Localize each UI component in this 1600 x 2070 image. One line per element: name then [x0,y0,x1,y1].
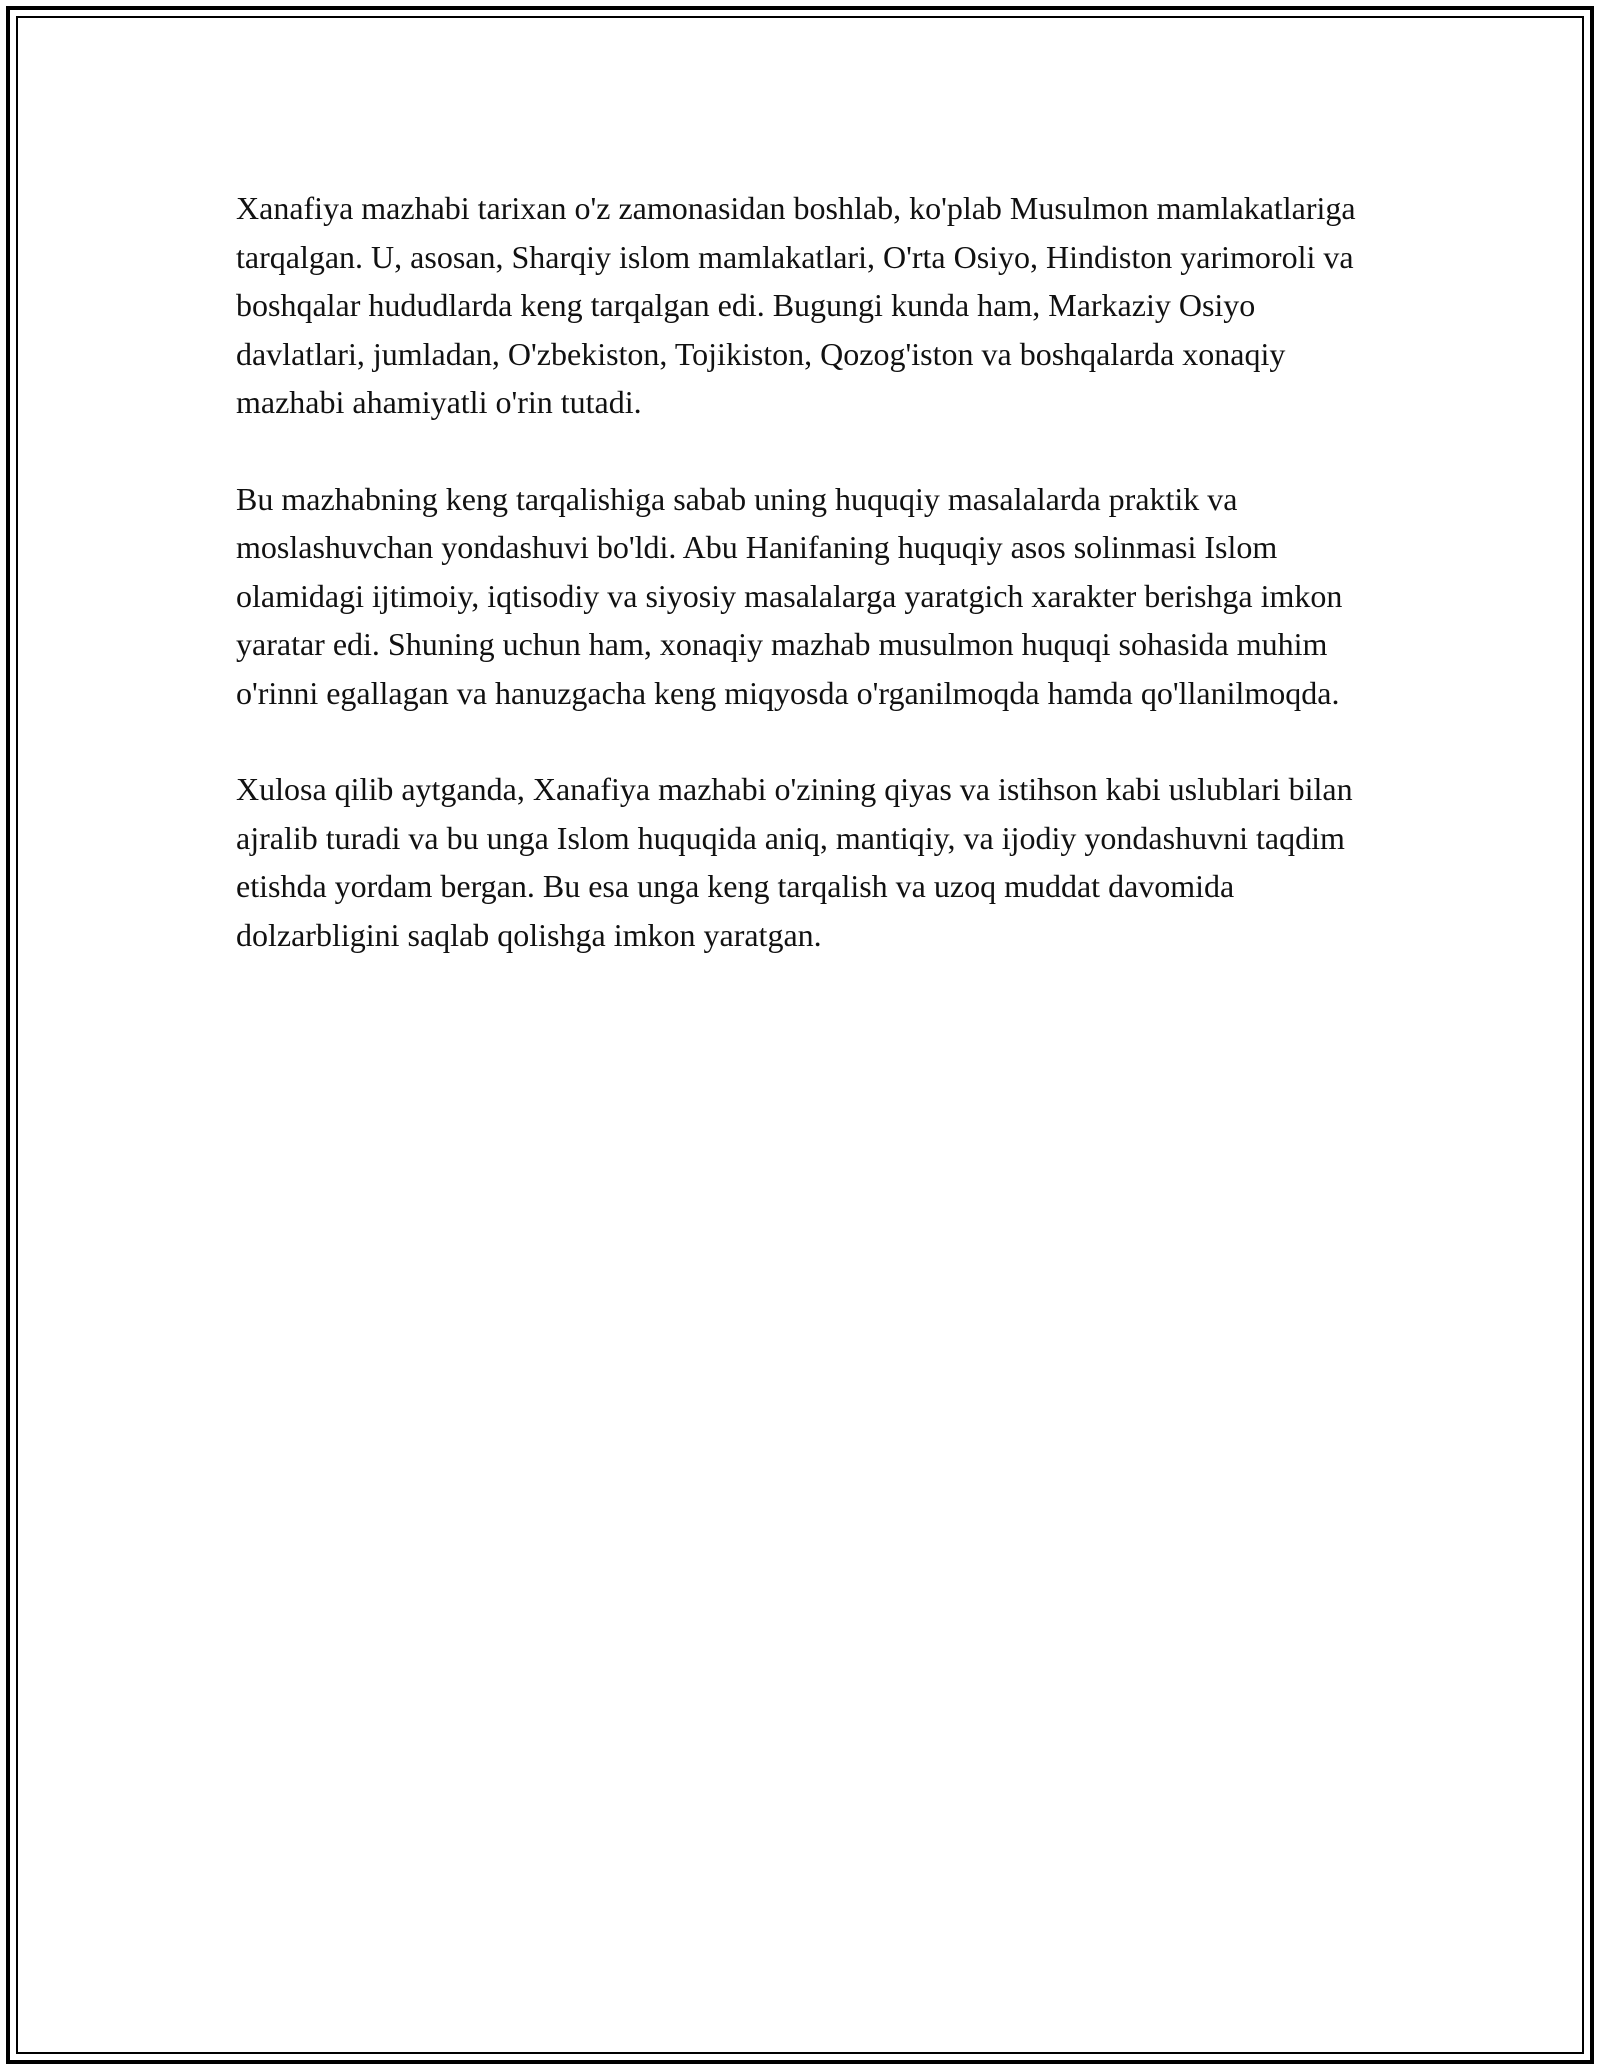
paragraph-2: Bu mazhabning keng tarqalishiga sabab uning huquqiy masalalarda praktik va moslashuvchan yondashuvi bo'ldi. Abu Hanifaning huquqiy asos solinmasi Islom olamidagi ijtimoiy, iqtisodiy va siyosiy masalalarga yaratgich xarakter berishga imkon yaratar edi. Shuning uchun ham, xonaqiy mazhab musulmon huquqi sohasida muhim o'rinni egallagan va hanuzgacha keng miqyosda o'rganilmoqda hamda qo'llanilmoqda. [236,480,1343,711]
paragraph-3: Xulosa qilib aytganda, Xanafiya mazhabi o'zining qiyas va istihson kabi uslublari bilan ajralib turadi va bu unga Islom huquqida aniq, mantiqiy, va ijodiy yondashuvni taqdim etishda yordam bergan. Bu esa unga keng tarqalish va uzoq muddat davomida dolzarbligini saqlab qolishga imkon yaratgan. [236,771,1353,953]
document-body [236,184,1366,1007]
paragraph-1: Xanafiya mazhabi tarixan o'z zamonasidan boshlab, ko'plab Musulmon mamlakatlariga tarqalgan. U, asosan, Sharqiy islom mamlakatlari, O'rta Osiyo, Hindiston yarimoroli va boshqalar hududlarda keng tarqalgan edi. Bugungi kunda ham, Markaziy Osiyo davlatlari, jumladan, O'zbekiston, Tojikiston, Qozog'iston va boshqalarda xonaqiy mazhabi ahamiyatli o'rin tutadi. [236,190,1356,420]
